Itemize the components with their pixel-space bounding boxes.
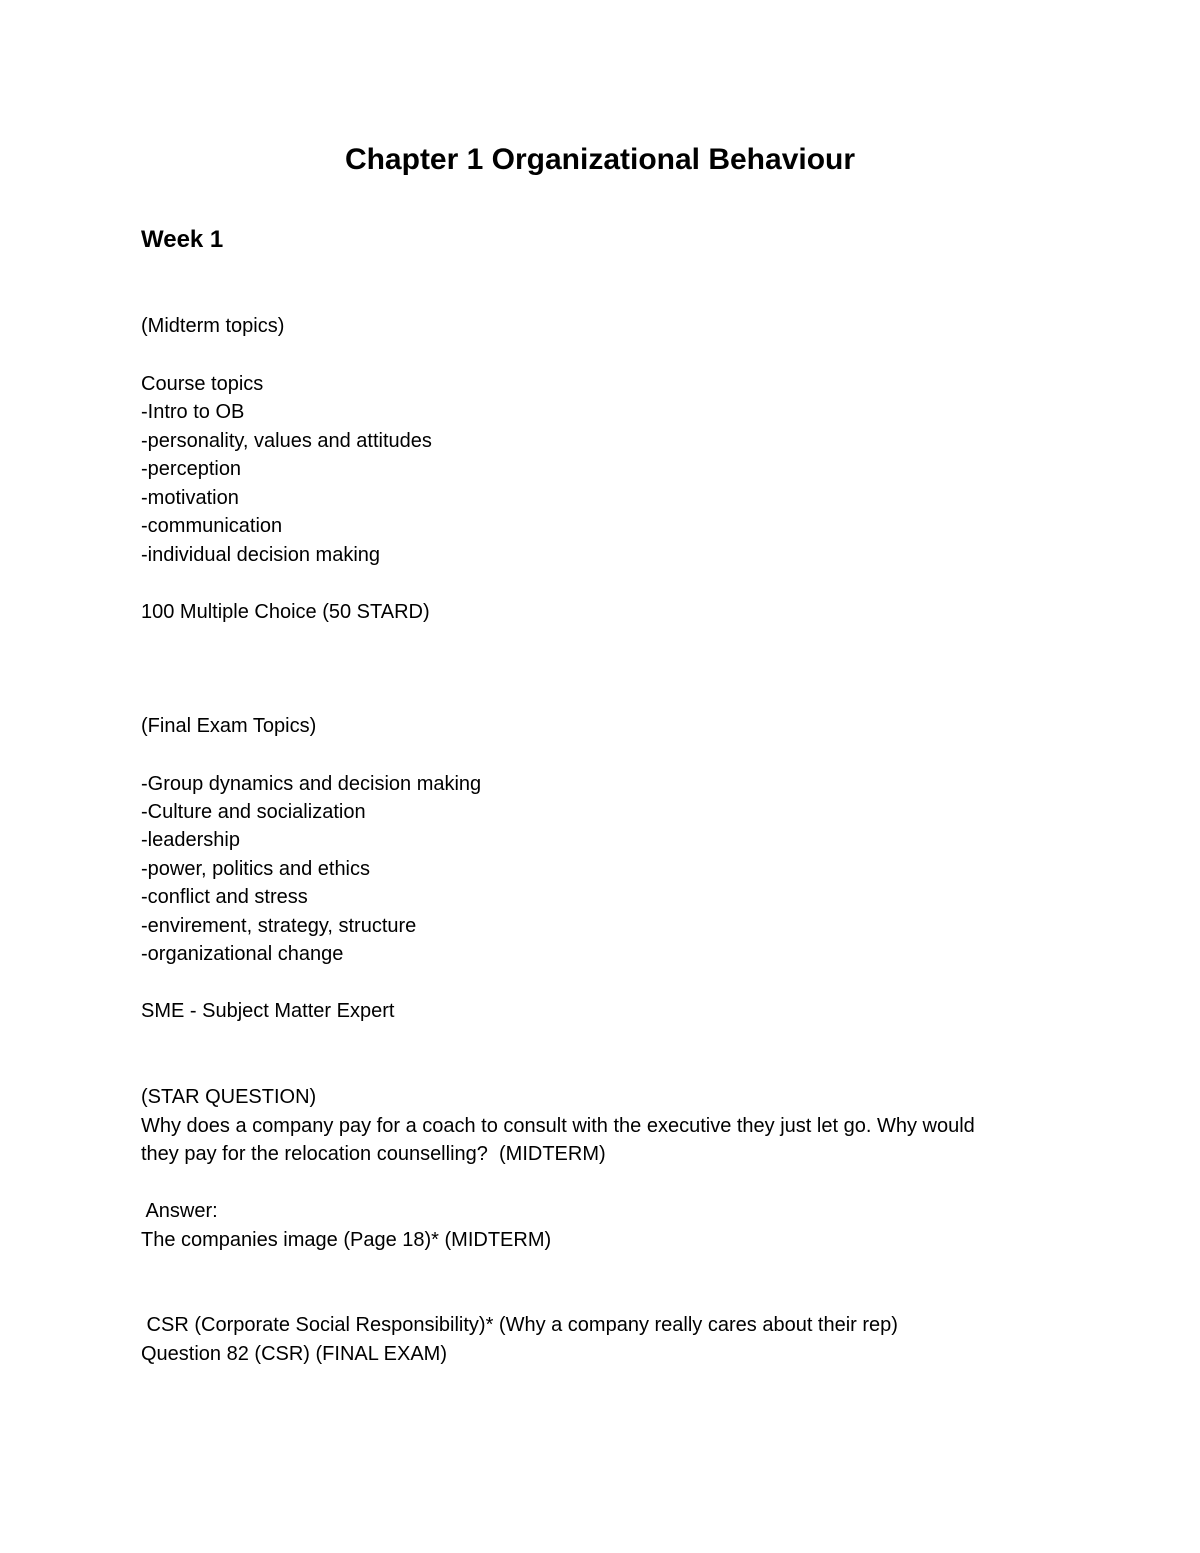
final-topic-item: -Culture and socialization [141,801,366,823]
course-topics-header: Course topics [141,373,264,395]
final-topic-item: -Group dynamics and decision making [141,773,482,795]
midterm-topic-item: -motivation [141,487,239,509]
star-question-text: they pay for the relocation counselling? (MIDTERM) [141,1143,606,1165]
star-question-text: Why does a company pay for a coach to consult with the executive they just let go. Why would [141,1115,975,1137]
document-title: Chapter 1 Organizational Behaviour [344,143,856,176]
midterm-topic-item: -personality, values and attitudes [141,430,432,452]
question-82-note: Question 82 (CSR) (FINAL EXAM) [141,1343,448,1365]
final-topic-item: -power, politics and ethics [141,858,371,880]
final-topic-item: -leadership [141,829,240,851]
final-topic-item: -organizational change [141,943,344,965]
final-exam-topics-header: (Final Exam Topics) [141,715,317,737]
sme-definition: SME - Subject Matter Expert [141,1000,395,1022]
week-heading: Week 1 [141,226,224,253]
star-question-header: (STAR QUESTION) [141,1086,317,1108]
final-topic-item: -conflict and stress [141,886,308,908]
final-topic-item: -envirement, strategy, structure [141,915,417,937]
answer-text: The companies image (Page 18)* (MIDTERM) [141,1229,552,1251]
multiple-choice-note: 100 Multiple Choice (50 STARD) [141,601,430,623]
midterm-topic-item: -perception [141,458,242,480]
midterm-topic-item: -communication [141,515,283,537]
midterm-topics-header: (Midterm topics) [141,315,285,337]
answer-label: Answer: [141,1200,218,1222]
csr-note: CSR (Corporate Social Responsibility)* (Why a company really cares about their rep) [141,1314,898,1336]
midterm-topic-item: -Intro to OB [141,401,245,423]
midterm-topic-item: -individual decision making [141,544,381,566]
